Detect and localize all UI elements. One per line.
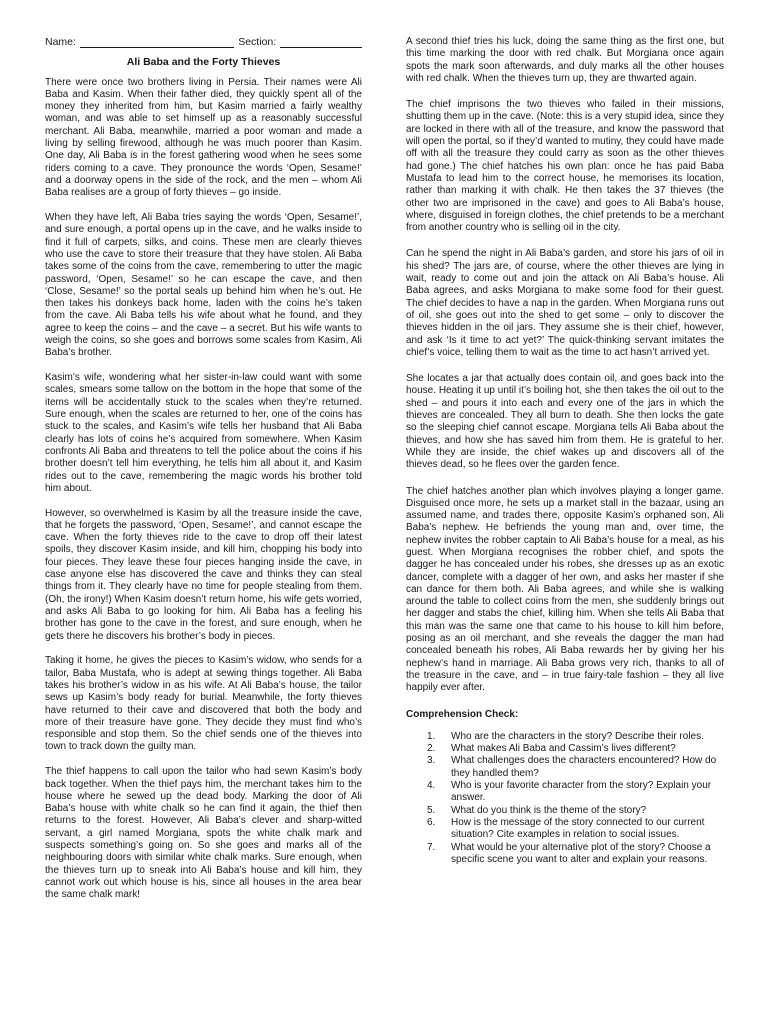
story-title: Ali Baba and the Forty Thieves (126, 56, 281, 69)
question-text: What would be your alternative plot of the story? Choose a specific scene you want to alter and explain your reasons. (451, 841, 711, 865)
story-paragraph: The thief happens to call upon the tailor who had sewn Kasim’s body back together. When the thief pays him, the merchant takes him to the house where he sewed up the dead body. Marking the door of Ali Baba’s house with white chalk so he can find it again, the thief then returns to the forest. However, Ali Baba’s clever and sharp-witted servant, a girl named Morgiana, spots the white chalk mark and suspects something’s going on. So she goes and marks all of the neighbouring doors with similar white chalk marks. Sure enough, when the thieves turn up to sneak into Ali Baba’s house and kill him, they cannot work out which house is his, since all houses in the area bear the same chalk mark! (45, 766, 362, 901)
story-paragraph: There were once two brothers living in Persia. Their names were Ali Baba and Kasim. When their father died, they quickly spent all of the money they inherited from him, but Kasim married a fairly wealthy woman, and was able to set himself up as a reasonably successful merchant. Ali Baba, meanwhile, married a poor woman and made a living by selling firewood, although he was much poorer than Kasim. One day, Ali Baba is in the forest gathering wood when he sees some riders coming to a cave. They pronounce the words ‘Open, Sesame!’ and a doorway opens in the side of the rock, and the men – whom Ali Baba realises are a group of forty thieves – go inside. (45, 76, 362, 199)
question-number: 1. (427, 730, 436, 742)
comprehension-check-heading: Comprehension Check: (406, 708, 519, 720)
question-item (406, 805, 724, 817)
question-text: What do you think is the theme of the story? (451, 804, 647, 816)
story-paragraph: A second thief tries his luck, doing the same thing as the first one, but this time marking the door with red chalk. But Morgiana once again spots the mark soon afterwards, and duly marks all the other houses with red chalk. When the thieves turn up, they are thwarted again. (406, 36, 724, 84)
story-paragraph: Taking it home, he gives the pieces to Kasim’s widow, who sends for a tailor, Baba Mustafa, who is adept at sewing things together. Ali Baba takes his brother’s widow in as his wife. At Ali Baba’s house, the tailor sews up Kasim’s body ready for burial. Meanwhile, the forty thieves have returned to their cave and discovered that both the body and more of their treasure have gone. They decide they must find who’s responsible and stop them. So the chief sends one of the thieves into town to track down the guilty man. (45, 655, 362, 753)
question-item (406, 743, 724, 755)
left-column (45, 36, 362, 914)
story-paragraph: Kasim’s wife, wondering what her sister-in-law could want with some scales, smears some tallow on the bottom in the hope that some of the items will be accidentally stuck to the scales when they’re returned. Sure enough, when the scales are returned to her, one of the coins has stuck to the scales, and Kasim’s wife tells her husband that Ali Baba clearly has lots of coins he’s acquired from somewhere. When Kasim confronts Ali Baba and threatens to tell the police about the coins if his brother doesn’t tell him everything, he tells him all about it, and Kasim rides out to the cave, remembering the magic words his brother told him about. (45, 372, 362, 494)
question-item (406, 755, 724, 780)
question-item (406, 780, 724, 805)
question-number: 2. (427, 743, 436, 755)
question-item (406, 731, 724, 743)
question-number: 5. (427, 804, 436, 816)
question-number: 3. (427, 755, 436, 767)
question-item (406, 842, 724, 867)
question-number: 4. (427, 780, 436, 792)
question-text: Who is your favorite character from the story? Explain your answer. (451, 780, 712, 804)
story-paragraph: When they have left, Ali Baba tries saying the words ‘Open, Sesame!’, and sure enough, a portal opens up in the cave, and he walks inside to find it full of carpets, silks, and coins. These men are clearly thieves who use the cave to store their treasure that they have stolen. Ali Baba takes some of the coins from the cave, remembering to utter the magic password, ‘Open, Sesame!’ so he can escape the cave, and then ‘Close, Sesame!’ so the portal seals up behind him when he’s out. He then takes his donkeys back home, laden with the coins he’s taken from the cave. Ali Baba tells his wife about what he found, and they agree to keep the coins – and the cave – a secret. But his wife wants to weigh the coins, so she goes and borrows some scales from Kasim, Ali Baba’s brother. (45, 212, 362, 359)
question-text: What makes Ali Baba and Cassim’s lives different? (451, 743, 676, 755)
comprehension-question-list (406, 731, 724, 866)
question-text: Who are the characters in the story? Describe their roles. (451, 730, 704, 742)
question-text: What challenges does the characters encountered? How do they handled them? (451, 755, 717, 779)
name-blank (80, 37, 234, 48)
question-number: 7. (427, 841, 436, 853)
story-paragraph: The chief imprisons the two thieves who failed in their missions, shutting them up in the cave. (Note: this is a very stupid idea, since they are locked in there with all of the treasure, and know the password that will open the portal, so if they’d wanted to mutiny, they could have made off with all the treasure they could carry as soon as the other thieves had gone.) The chief hatches his own plan: once he has paid Baba Mustafa to lead him to the correct house, he memorises its location, rather than marking it with chalk. He then takes the 37 thieves (the other two are imprisoned in the cave) and goes to Ali Baba’s house, where, disguised in foreign clothes, the chief pretends to be a merchant from another country who is selling oil in the city. (406, 99, 724, 234)
story-paragraph: Can he spend the night in Ali Baba’s garden, and store his jars of oil in his shed? The jars are, of course, where the other thieves are lying in wait, ready to come out and join the attack on Ali Baba’s house. Ali Baba agrees, and asks Morgiana to make some food for their guest. The chief decides to have a nap in the garden. When Morgiana runs out of oil, she goes out into the shed to get some – only to discover the thieves hidden in the oil jars. They assume she is their chief, however, and ask ‘Is it time to act yet?’ The quick-thinking servant imitates the chief’s voice, telling them to wait as the time to act hasn’t arrived yet. (406, 248, 724, 358)
question-text: How is the message of the story connected to our current situation? Cite examples in relation to social issues. (451, 816, 705, 841)
story-paragraph: However, so overwhelmed is Kasim by all the treasure inside the cave, that he forgets the password, ‘Open, Sesame!’, and cannot escape the cave. When the forty thieves ride to the cave to drop off their latest spoils, they discover Kasim inside, and kill him, chopping his body into four pieces. They leave these four pieces hanging inside the cave, in case anyone else has discovered the cave and thinks they can steal things from it. They clearly have no time for people stealing from them. (Oh, the irony!) When Kasim doesn’t return home, his wife gets worried, and asks Ali Baba to go looking for him. Ali Baba has a feeling his brother has gone to the cave in the forest, and sure enough, when he gets there he discovers his brother’s body in pieces. (45, 507, 362, 642)
section-blank (280, 37, 362, 48)
question-number: 6. (427, 816, 436, 828)
right-column (406, 36, 724, 866)
story-paragraph: She locates a jar that actually does contain oil, and goes back into the house. Heating it up until it’s boiling hot, she then takes the oil out to the shed – and pours it into each and every one of the jars in which the thieves are concealed. They all burn to death. She then locks the gate so the sleeping chief cannot escape. Morgiana tells Ali Baba about the thieves, and how she has saved him from them. He is grateful to her. While they are inside, the chief wakes up and discovers all of the thieves dead, so he flees over the garden fence. (406, 373, 724, 471)
question-item (406, 817, 724, 842)
student-info-line (45, 36, 362, 48)
story-paragraph: The chief hatches another plan which involves playing a longer game. Disguised once more, he sets up a market stall in the bazaar, using an assumed name, and trades there, opposite Kasim’s orphaned son, Ali Baba’s nephew. He befriends the young man and, over time, the nephew invites the robber captain to Ali Baba’s house for a meal, as his guest. When Morgiana recognises the robber chief, and spots the dagger he has concealed under his robes, she dresses up as an exotic dancer, complete with a dagger of her own, and asks her master if she can dance for them both. Ali Baba agrees, and while she is walking around the table to collect coins from the men, she suddenly brings out her dagger and stabs the chief, killing him. When she tells Ali Baba that this man was the same one that came to his house to kill him before, posing as an oil merchant, and she reveals the dagger the man had concealed beneath his robes, Ali Baba rewards her by giving her his nephew’s hand in marriage. Ali Baba grows very rich, thanks to all of the treasure in the cave, and – in true fairy-tale fashion – they all live happily ever after. (406, 485, 724, 694)
section-label: Section: (238, 36, 277, 48)
name-label: Name: (45, 36, 76, 48)
